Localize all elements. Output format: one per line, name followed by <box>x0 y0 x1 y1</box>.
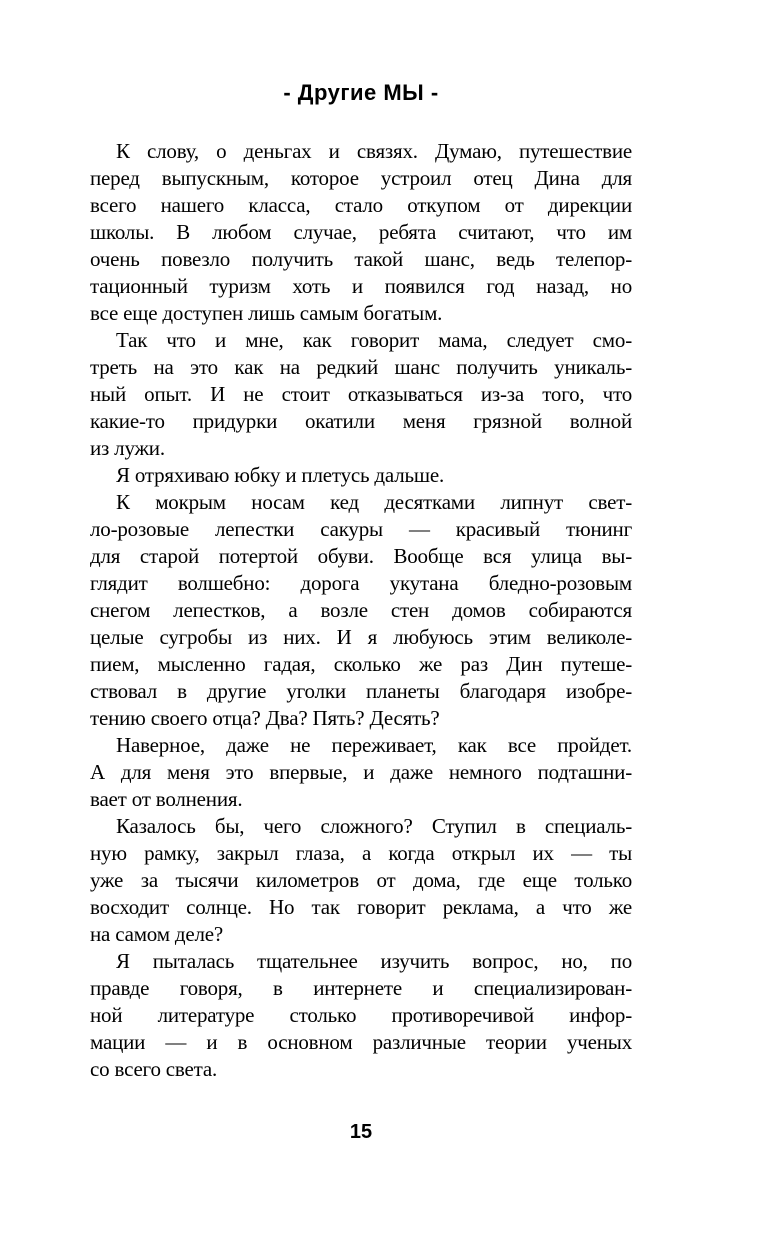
text-line: ной литературе столько противоречивой инфор- <box>90 1003 632 1027</box>
text-line: мации — и в основном различные теории ученых <box>90 1030 632 1054</box>
text-line: все еще доступен лишь самым богатым. <box>90 301 443 325</box>
text-line: Так что и мне, как говорит мама, следует смо- <box>116 328 632 352</box>
text-line: треть на это как на редкий шанс получить уникаль- <box>90 355 632 379</box>
text-line: целые сугробы из них. И я любуюсь этим великоле- <box>90 625 632 649</box>
text-line: тению своего отца? Два? Пять? Десять? <box>90 706 440 730</box>
text-line: ствовал в другие уголки планеты благодаря изобре- <box>90 679 632 703</box>
paragraph <box>90 327 632 462</box>
text-line: восходит солнце. Но так говорит реклама, а что же <box>90 895 632 919</box>
text-line: очень повезло получить такой шанс, ведь телепор- <box>90 247 632 271</box>
text-line: ную рамку, закрыл глаза, а когда открыл их — ты <box>90 841 632 865</box>
text-line: Я пыталась тщательнее изучить вопрос, но, по <box>116 949 632 973</box>
text-line: вает от волнения. <box>90 787 243 811</box>
paragraph <box>90 813 632 948</box>
text-line: на самом деле? <box>90 922 223 946</box>
paragraph <box>90 732 632 813</box>
text-line: из лужи. <box>90 436 165 460</box>
text-line: для старой потертой обуви. Вообще вся улица вы- <box>90 544 632 568</box>
text-line: К слову, о деньгах и связях. Думаю, путешествие <box>116 139 632 163</box>
text-line: школы. В любом случае, ребята считают, что им <box>90 220 632 244</box>
body-text <box>90 138 632 1083</box>
text-line: снегом лепестков, а возле стен домов собираются <box>90 598 632 622</box>
paragraph <box>90 489 632 732</box>
text-line: А для меня это впервые, и даже немного подташни- <box>90 760 632 784</box>
text-line: К мокрым носам кед десятками липнут свет- <box>116 490 632 514</box>
paragraph <box>90 462 632 489</box>
text-line: Казалось бы, чего сложного? Ступил в специаль- <box>116 814 632 838</box>
text-line: ло-розовые лепестки сакуры — красивый тюнинг <box>90 517 632 541</box>
text-line: ный опыт. И не стоит отказываться из-за того, что <box>90 382 632 406</box>
text-line: пием, мысленно гадая, сколько же раз Дин путеше- <box>90 652 632 676</box>
text-line: всего нашего класса, стало откупом от дирекции <box>90 193 632 217</box>
text-line: перед выпускным, которое устроил отец Дина для <box>90 166 632 190</box>
text-line: со всего света. <box>90 1057 218 1081</box>
paragraph <box>90 948 632 1083</box>
text-line: Наверное, даже не переживает, как все пройдет. <box>116 733 632 757</box>
text-line: тационный туризм хоть и появился год назад, но <box>90 274 632 298</box>
text-line: правде говоря, в интернете и специализирован- <box>90 976 632 1000</box>
text-line: Я отряхиваю юбку и плетусь дальше. <box>116 463 445 487</box>
page-text-column <box>90 0 632 1144</box>
text-line: уже за тысячи километров от дома, где еще только <box>90 868 632 892</box>
text-line: глядит волшебно: дорога укутана бледно-розовым <box>90 571 632 595</box>
running-head: - Другие МЫ - <box>283 80 439 105</box>
page-number: 15 <box>349 1121 373 1143</box>
paragraph <box>90 138 632 327</box>
text-line: какие-то придурки окатили меня грязной волной <box>90 409 632 433</box>
